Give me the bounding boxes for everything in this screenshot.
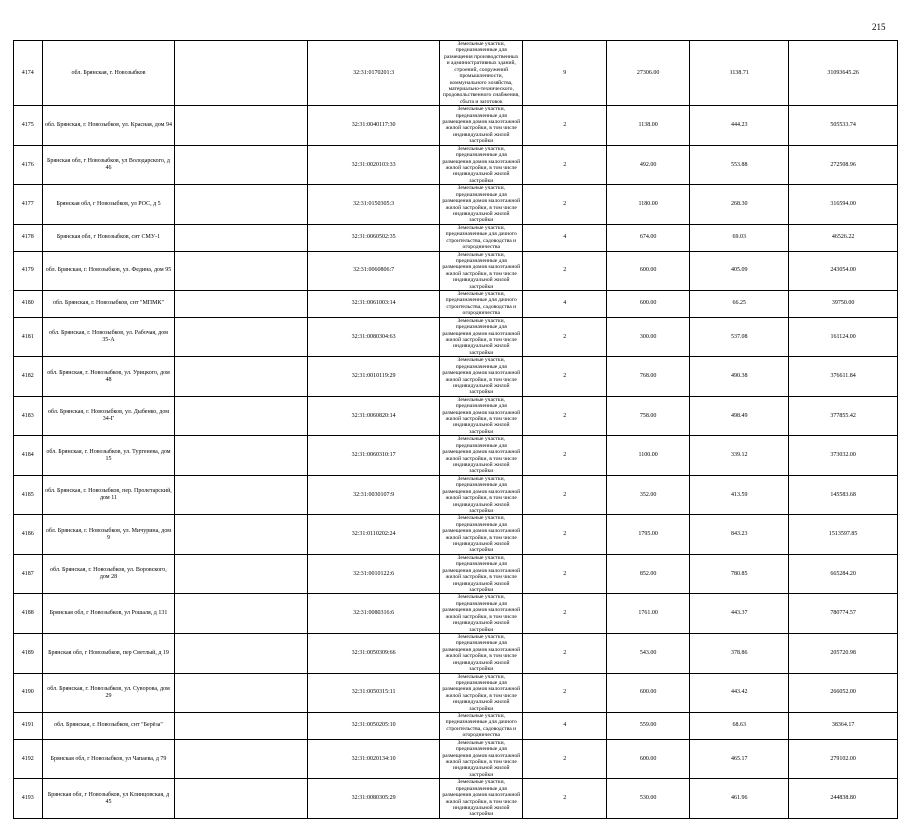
cadastral-number-cell: 32:31:0060502:35: [308, 224, 440, 251]
area-cell: 559.00: [606, 713, 689, 740]
empty-cell: [175, 291, 308, 318]
empty-cell: [175, 673, 308, 713]
address-cell: обл. Брянская, г. Новозыбков, ул. Мичурина, дом 9: [42, 515, 175, 555]
use-group-cell: 2: [523, 633, 606, 673]
address-cell: Брянская обл, г Новозыбков, пер Светлый, д 19: [42, 633, 175, 673]
row-number-cell: 4187: [14, 554, 43, 594]
area-cell: 1138.00: [606, 106, 689, 146]
cadastral-value-cell: 272508.96: [789, 145, 898, 185]
specific-value-cell: 66.25: [690, 291, 789, 318]
row-number-cell: 4178: [14, 224, 43, 251]
address-cell: Брянская обл, г Новозыбков, снт СМУ-1: [42, 224, 175, 251]
table-row: [14, 475, 898, 515]
empty-cell: [175, 185, 308, 225]
table-row: [14, 317, 898, 357]
specific-value-cell: 378.86: [690, 633, 789, 673]
land-use-cell: Земельные участки, предназначенные для дачного строительства, садоводства и огородничества: [440, 224, 523, 251]
address-cell: обл. Брянская, г. Новозыбков, ул. Суворова, дом 29: [42, 673, 175, 713]
specific-value-cell: 490.38: [690, 357, 789, 397]
area-cell: 1795.00: [606, 515, 689, 555]
specific-value-cell: 537.08: [690, 317, 789, 357]
cadastral-value-table: [13, 40, 898, 819]
row-number-cell: 4175: [14, 106, 43, 146]
empty-cell: [175, 633, 308, 673]
table-row: [14, 145, 898, 185]
cadastral-number-cell: 32:31:0060310:17: [308, 436, 440, 476]
cadastral-number-cell: 32:31:0010119:29: [308, 357, 440, 397]
area-cell: 300.00: [606, 317, 689, 357]
use-group-cell: 2: [523, 554, 606, 594]
cadastral-number-cell: 32:31:0061003:14: [308, 291, 440, 318]
cadastral-number-cell: 32:31:0080305:29: [308, 779, 440, 819]
address-cell: Брянская обл, г Новозыбков, ул Клинцовская, д 45: [42, 779, 175, 819]
cadastral-value-cell: 266052.00: [789, 673, 898, 713]
land-use-cell: Земельные участки, предназначенные для размещения домов малоэтажной жилой застройки, в том числе индивидуальной жилой застройки: [440, 739, 523, 779]
land-use-cell: Земельные участки, предназначенные для размещения домов малоэтажной жилой застройки, в том числе индивидуальной жилой застройки: [440, 633, 523, 673]
land-use-cell: Земельные участки, предназначенные для размещения домов малоэтажной жилой застройки, в том числе индивидуальной жилой застройки: [440, 515, 523, 555]
cadastral-value-cell: 161124.00: [789, 317, 898, 357]
land-use-cell: Земельные участки, предназначенные для размещения домов малоэтажной жилой застройки, в том числе индивидуальной жилой застройки: [440, 475, 523, 515]
address-cell: обл. Брянская, г. Новозыбков, ул. Красная, дом 94: [42, 106, 175, 146]
cadastral-value-cell: 376611.84: [789, 357, 898, 397]
use-group-cell: 2: [523, 317, 606, 357]
use-group-cell: 2: [523, 396, 606, 436]
empty-cell: [175, 396, 308, 436]
specific-value-cell: 553.88: [690, 145, 789, 185]
empty-cell: [175, 436, 308, 476]
land-use-cell: Земельные участки, предназначенные для размещения производственных и административных зданий, строений, сооружений промышленности, коммунального хозяйства, материально-технического, продовольственного снабжения, сбыта и заготовок: [440, 41, 523, 106]
cadastral-number-cell: 32:31:0080304:63: [308, 317, 440, 357]
use-group-cell: 2: [523, 779, 606, 819]
row-number-cell: 4193: [14, 779, 43, 819]
cadastral-number-cell: 32:31:0050205:10: [308, 713, 440, 740]
area-cell: 600.00: [606, 291, 689, 318]
row-number-cell: 4192: [14, 739, 43, 779]
cadastral-number-cell: 32:31:0110202:24: [308, 515, 440, 555]
cadastral-number-cell: 32:31:0010122:6: [308, 554, 440, 594]
use-group-cell: 4: [523, 291, 606, 318]
land-use-cell: Земельные участки, предназначенные для дачного строительства, садоводства и огородничества: [440, 291, 523, 318]
table-row: [14, 185, 898, 225]
area-cell: 600.00: [606, 673, 689, 713]
area-cell: 852.00: [606, 554, 689, 594]
cadastral-value-cell: 1513597.85: [789, 515, 898, 555]
land-use-cell: Земельные участки, предназначенные для размещения домов малоэтажной жилой застройки, в том числе индивидуальной жилой застройки: [440, 436, 523, 476]
use-group-cell: 2: [523, 185, 606, 225]
area-cell: 674.00: [606, 224, 689, 251]
cadastral-value-cell: 780774.57: [789, 594, 898, 634]
cadastral-value-cell: 244838.80: [789, 779, 898, 819]
table-row: [14, 357, 898, 397]
area-cell: 27306.00: [606, 41, 689, 106]
row-number-cell: 4179: [14, 251, 43, 291]
area-cell: 768.00: [606, 357, 689, 397]
empty-cell: [175, 779, 308, 819]
land-use-cell: Земельные участки, предназначенные для размещения домов малоэтажной жилой застройки, в том числе индивидуальной жилой застройки: [440, 106, 523, 146]
land-use-cell: Земельные участки, предназначенные для размещения домов малоэтажной жилой застройки, в том числе индивидуальной жилой застройки: [440, 251, 523, 291]
table-row: [14, 436, 898, 476]
cadastral-value-cell: 31093645.26: [789, 41, 898, 106]
use-group-cell: 2: [523, 475, 606, 515]
specific-value-cell: 68.63: [690, 713, 789, 740]
empty-cell: [175, 251, 308, 291]
table-row: [14, 41, 898, 106]
land-use-cell: Земельные участки, предназначенные для размещения домов малоэтажной жилой застройки, в том числе индивидуальной жилой застройки: [440, 673, 523, 713]
land-use-cell: Земельные участки, предназначенные для размещения домов малоэтажной жилой застройки, в том числе индивидуальной жилой застройки: [440, 317, 523, 357]
row-number-cell: 4191: [14, 713, 43, 740]
table-row: [14, 739, 898, 779]
table-row: [14, 779, 898, 819]
area-cell: 492.00: [606, 145, 689, 185]
land-use-cell: Земельные участки, предназначенные для размещения домов малоэтажной жилой застройки, в том числе индивидуальной жилой застройки: [440, 396, 523, 436]
specific-value-cell: 413.59: [690, 475, 789, 515]
empty-cell: [175, 515, 308, 555]
cadastral-value-cell: 505533.74: [789, 106, 898, 146]
page-number: 215: [872, 22, 886, 32]
specific-value-cell: 405.09: [690, 251, 789, 291]
row-number-cell: 4182: [14, 357, 43, 397]
cadastral-value-cell: 205720.98: [789, 633, 898, 673]
address-cell: обл. Брянская, г. Новозыбков, ул. Урицкого, дом 48: [42, 357, 175, 397]
use-group-cell: 2: [523, 145, 606, 185]
empty-cell: [175, 224, 308, 251]
specific-value-cell: 843.23: [690, 515, 789, 555]
table-row: [14, 106, 898, 146]
specific-value-cell: 444.23: [690, 106, 789, 146]
specific-value-cell: 69.03: [690, 224, 789, 251]
specific-value-cell: 443.37: [690, 594, 789, 634]
area-cell: 543.00: [606, 633, 689, 673]
address-cell: Брянская обл, г Новозыбков, ул РОС, д 5: [42, 185, 175, 225]
row-number-cell: 4181: [14, 317, 43, 357]
cadastral-value-cell: 279102.00: [789, 739, 898, 779]
use-group-cell: 9: [523, 41, 606, 106]
cadastral-value-cell: 46526.22: [789, 224, 898, 251]
row-number-cell: 4185: [14, 475, 43, 515]
address-cell: обл. Брянская, г. Новозыбков, ул. Тургенева, дом 15: [42, 436, 175, 476]
row-number-cell: 4186: [14, 515, 43, 555]
area-cell: 1180.00: [606, 185, 689, 225]
land-use-cell: Земельные участки, предназначенные для размещения домов малоэтажной жилой застройки, в том числе индивидуальной жилой застройки: [440, 554, 523, 594]
use-group-cell: 4: [523, 224, 606, 251]
cadastral-number-cell: 32:31:0020134:10: [308, 739, 440, 779]
table-row: [14, 396, 898, 436]
use-group-cell: 2: [523, 357, 606, 397]
empty-cell: [175, 739, 308, 779]
cadastral-value-cell: 377855.42: [789, 396, 898, 436]
empty-cell: [175, 475, 308, 515]
table-row: [14, 713, 898, 740]
table-row: [14, 554, 898, 594]
land-use-cell: Земельные участки, предназначенные для размещения домов малоэтажной жилой застройки, в том числе индивидуальной жилой застройки: [440, 779, 523, 819]
use-group-cell: 4: [523, 713, 606, 740]
area-cell: 758.00: [606, 396, 689, 436]
land-use-cell: Земельные участки, предназначенные для размещения домов малоэтажной жилой застройки, в том числе индивидуальной жилой застройки: [440, 145, 523, 185]
cadastral-value-cell: 38364.17: [789, 713, 898, 740]
cadastral-number-cell: 32:31:0170201:3: [308, 41, 440, 106]
specific-value-cell: 780.85: [690, 554, 789, 594]
row-number-cell: 4188: [14, 594, 43, 634]
row-number-cell: 4177: [14, 185, 43, 225]
area-cell: 352.00: [606, 475, 689, 515]
specific-value-cell: 465.17: [690, 739, 789, 779]
address-cell: обл. Брянская, г. Новозыбков, ул. Рабочая, дом 35-А: [42, 317, 175, 357]
specific-value-cell: 498.49: [690, 396, 789, 436]
area-cell: 1761.00: [606, 594, 689, 634]
empty-cell: [175, 106, 308, 146]
address-cell: обл. Брянская, г. Новозыбков: [42, 41, 175, 106]
area-cell: 600.00: [606, 739, 689, 779]
cadastral-value-cell: 145583.68: [789, 475, 898, 515]
cadastral-number-cell: 32:31:0050315:11: [308, 673, 440, 713]
cadastral-number-cell: 32:31:0060806:7: [308, 251, 440, 291]
cadastral-number-cell: 32:31:0030107:9: [308, 475, 440, 515]
address-cell: обл. Брянская, г. Новозыбков, пер. Пролетарский, дом 11: [42, 475, 175, 515]
cadastral-number-cell: 32:31:0020103:33: [308, 145, 440, 185]
cadastral-value-cell: 665284.20: [789, 554, 898, 594]
address-cell: Брянская обл, г Новозыбков, ул Чапаева, д 79: [42, 739, 175, 779]
cadastral-number-cell: 32:31:0150305:3: [308, 185, 440, 225]
row-number-cell: 4184: [14, 436, 43, 476]
use-group-cell: 2: [523, 436, 606, 476]
address-cell: обл. Брянская, г. Новозыбков, ул. Федина, дом 95: [42, 251, 175, 291]
land-use-cell: Земельные участки, предназначенные для размещения домов малоэтажной жилой застройки, в том числе индивидуальной жилой застройки: [440, 594, 523, 634]
land-use-cell: Земельные участки, предназначенные для размещения домов малоэтажной жилой застройки, в том числе индивидуальной жилой застройки: [440, 357, 523, 397]
use-group-cell: 2: [523, 673, 606, 713]
table-row: [14, 515, 898, 555]
cadastral-value-cell: 316594.00: [789, 185, 898, 225]
empty-cell: [175, 145, 308, 185]
cadastral-number-cell: 32:31:0050309:66: [308, 633, 440, 673]
address-cell: Брянская обл, г Новозыбков, ул Володарского, д 46: [42, 145, 175, 185]
specific-value-cell: 443.42: [690, 673, 789, 713]
specific-value-cell: 268.30: [690, 185, 789, 225]
table-row: [14, 673, 898, 713]
cadastral-value-cell: 373032.00: [789, 436, 898, 476]
specific-value-cell: 339.12: [690, 436, 789, 476]
row-number-cell: 4183: [14, 396, 43, 436]
specific-value-cell: 461.96: [690, 779, 789, 819]
cadastral-value-cell: 243054.00: [789, 251, 898, 291]
empty-cell: [175, 554, 308, 594]
empty-cell: [175, 41, 308, 106]
empty-cell: [175, 594, 308, 634]
row-number-cell: 4190: [14, 673, 43, 713]
area-cell: 600.00: [606, 251, 689, 291]
table-row: [14, 291, 898, 318]
address-cell: обл. Брянская, г. Новозыбков, ул. Дыбенко, дом 34-Г: [42, 396, 175, 436]
use-group-cell: 2: [523, 515, 606, 555]
row-number-cell: 4174: [14, 41, 43, 106]
cadastral-value-cell: 39750.00: [789, 291, 898, 318]
address-cell: Брянская обл, г Новозыбков, ул Рошаля, д 131: [42, 594, 175, 634]
row-number-cell: 4189: [14, 633, 43, 673]
area-cell: 530.00: [606, 779, 689, 819]
specific-value-cell: 1138.71: [690, 41, 789, 106]
area-cell: 1100.00: [606, 436, 689, 476]
table-row: [14, 251, 898, 291]
table-body: [14, 41, 898, 819]
use-group-cell: 2: [523, 106, 606, 146]
table-row: [14, 594, 898, 634]
table-row: [14, 633, 898, 673]
row-number-cell: 4180: [14, 291, 43, 318]
cadastral-number-cell: 32:31:0040117:30: [308, 106, 440, 146]
land-use-cell: Земельные участки, предназначенные для размещения домов малоэтажной жилой застройки, в том числе индивидуальной жилой застройки: [440, 185, 523, 225]
use-group-cell: 2: [523, 594, 606, 634]
empty-cell: [175, 713, 308, 740]
cadastral-number-cell: 32:31:0080316:6: [308, 594, 440, 634]
row-number-cell: 4176: [14, 145, 43, 185]
address-cell: обл. Брянская, г. Новозыбков, ул. Воровского, дом 28: [42, 554, 175, 594]
table-row: [14, 224, 898, 251]
empty-cell: [175, 317, 308, 357]
use-group-cell: 2: [523, 739, 606, 779]
empty-cell: [175, 357, 308, 397]
address-cell: обл. Брянская, г. Новозыбков, снт "МПМК": [42, 291, 175, 318]
use-group-cell: 2: [523, 251, 606, 291]
land-use-cell: Земельные участки, предназначенные для дачного строительства, садоводства и огородничества: [440, 713, 523, 740]
cadastral-number-cell: 32:31:0060820:14: [308, 396, 440, 436]
address-cell: обл. Брянская, г. Новозыбков, снт "Берёза": [42, 713, 175, 740]
